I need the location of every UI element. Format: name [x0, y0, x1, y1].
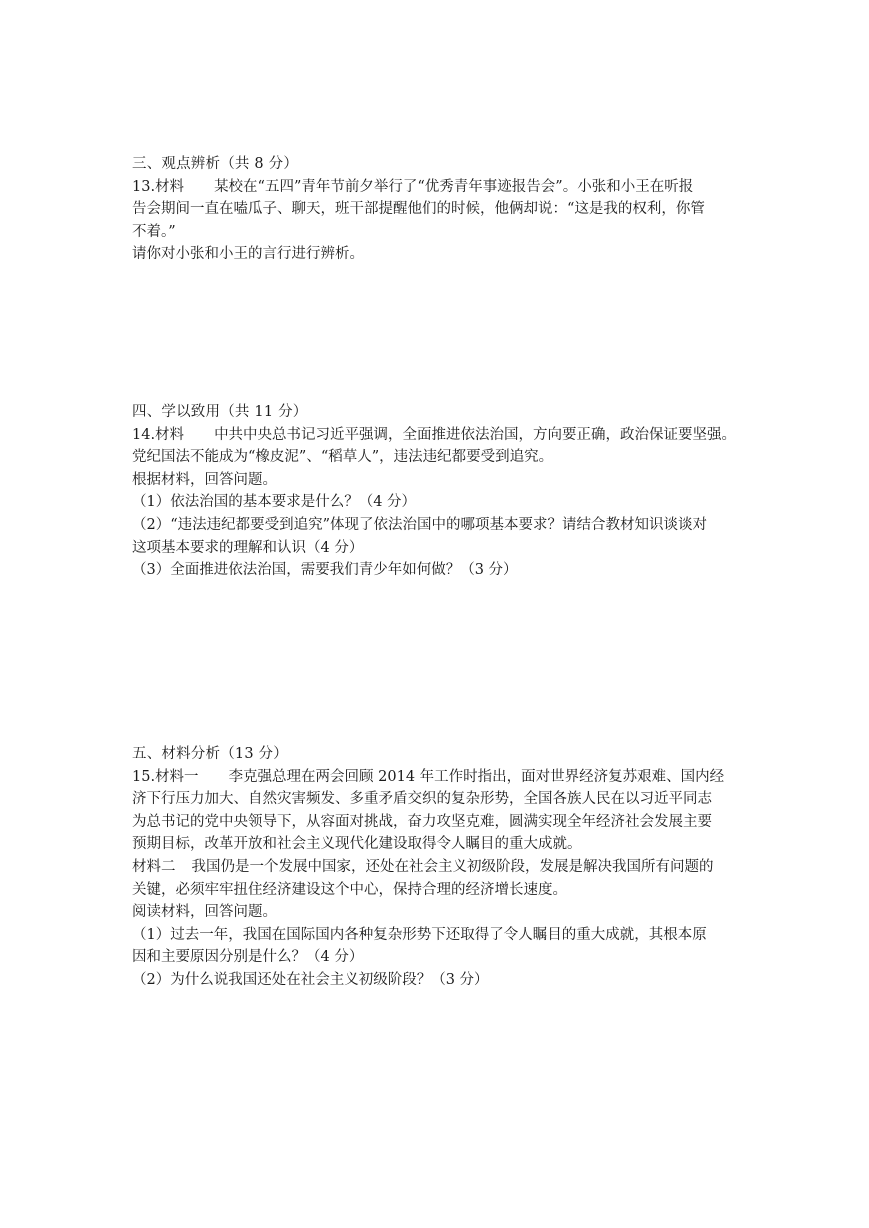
- section-opinion-analysis: [132, 153, 752, 266]
- question-15-line-1: [132, 766, 752, 789]
- question-14-line-2: 党纪国法不能成为“橡皮泥”、“稻草人”，违法违纪都要受到追究。: [132, 449, 554, 466]
- material-2-text: 我国仍是一个发展中国家，还处在社会主义初级阶段，发展是解决我国所有问题的: [191, 858, 714, 875]
- section-heading: 五、材料分析（13 分）: [132, 746, 288, 762]
- question-14-sub-2-cont: 这项基本要求的理解和认识（4 分）: [132, 539, 364, 556]
- section-heading: 三、观点辨析（共 8 分）: [132, 156, 299, 172]
- question-15-line-2: 济下行压力加大、自然灾害频发、多重矛盾交织的复杂形势，全国各族人民在以习近平同志: [132, 791, 712, 808]
- question-15-text: 李克强总理在两会回顾 2014 年工作时指出，面对世界经济复苏艰难、国内经: [228, 768, 725, 785]
- question-13-line-1: [132, 176, 752, 199]
- material-2-line-2: 关键，必须牢牢扭住经济建设这个中心，保持合理的经济增长速度。: [132, 881, 567, 898]
- question-15-sub-1-cont: 因和主要原因分别是什么？（4 分）: [132, 949, 364, 966]
- question-15-sub-2: （2）为什么说我国还处在社会主义初级阶段？（3 分）: [132, 971, 489, 988]
- question-14-sub-2: （2）“违法违纪都要受到追究”体现了依法治国中的哪项基本要求？请结合教材知识谈谈对: [132, 516, 708, 533]
- question-13-line-2: 告会期间一直在嗑瓜子、聊天，班干部提醒他们的时候，他俩却说：“这是我的权利，你管: [132, 201, 705, 218]
- question-14-prompt: 根据材料，回答问题。: [132, 471, 277, 488]
- material-2-line-1: [132, 856, 752, 879]
- question-15-prompt: 阅读材料，回答问题。: [132, 904, 277, 921]
- material-2-label: 材料二: [132, 858, 176, 875]
- question-14-line-1: [132, 424, 752, 447]
- question-14-sub-3: （3）全面推进依法治国，需要我们青少年如何做？（3 分）: [132, 562, 518, 579]
- question-13-text: 某校在“五四”青年节前夕举行了“优秀青年事迹报告会”。小张和小王在听报: [214, 178, 694, 195]
- section-apply-learning: [132, 401, 752, 582]
- question-15-label: 15.材料一: [132, 768, 199, 785]
- question-15-line-3: 为总书记的党中央领导下，从容面对挑战，奋力攻坚克难，圆满实现全年经济社会发展主要: [132, 813, 712, 830]
- question-13-prompt: 请你对小张和小王的言行进行辨析。: [132, 246, 364, 263]
- question-15-line-4: 预期目标，改革开放和社会主义现代化建设取得令人瞩目的重大成就。: [132, 836, 582, 853]
- question-15-sub-1: （1）过去一年，我国在国际国内各种复杂形势下还取得了令人瞩目的重大成就，其根本原: [132, 926, 707, 943]
- question-13-line-3: 不着。”: [132, 223, 176, 240]
- question-13-label: 13.材料: [132, 178, 185, 195]
- section-material-analysis: [132, 743, 752, 992]
- question-14-label: 14.材料: [132, 426, 185, 443]
- question-14-sub-1: （1）依法治国的基本要求是什么？（4 分）: [132, 494, 417, 511]
- section-heading: 四、学以致用（共 11 分）: [132, 404, 308, 420]
- question-14-text: 中共中央总书记习近平强调，全面推进依法治国，方向要正确，政治保证要坚强。: [214, 426, 737, 443]
